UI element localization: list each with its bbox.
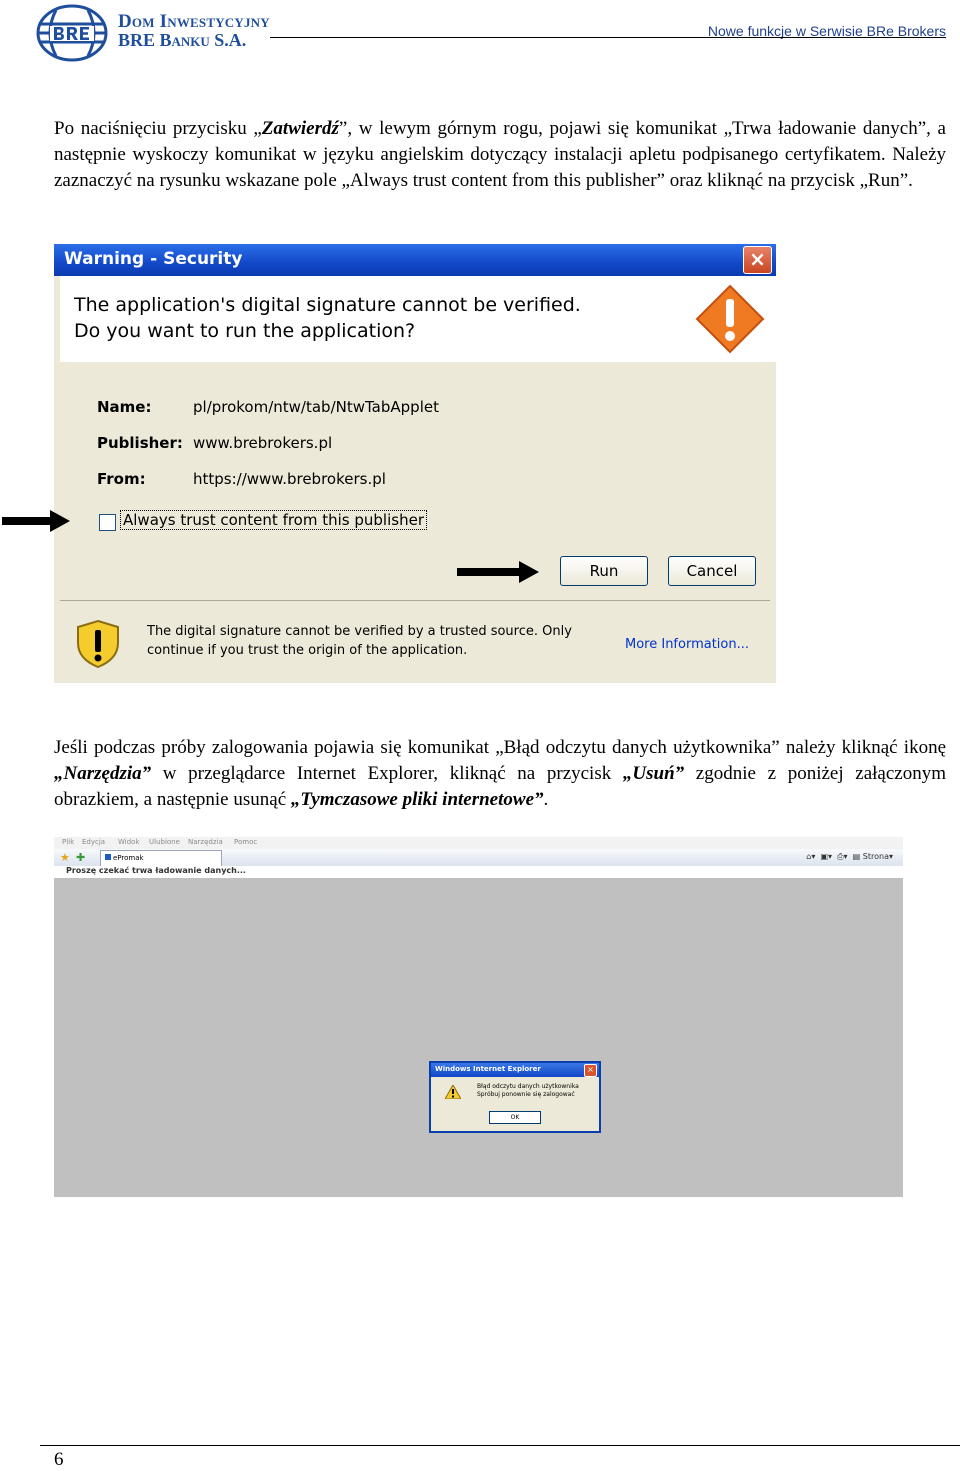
error-message-line1: Błąd odczytu danych użytkownika — [477, 1083, 579, 1090]
page-menu-label[interactable]: Strona — [862, 852, 889, 861]
dialog-title: Warning - Security — [64, 249, 243, 269]
dialog-question-line1: The application's digital signature cannot be verified. — [74, 294, 581, 316]
dialog-question-panel — [60, 276, 776, 362]
error-dialog-title: Windows Internet Explorer — [435, 1065, 541, 1073]
doc-title: Nowe funkcje w Serwisie BRe Brokers — [707, 23, 946, 39]
para2-emphasis-pliki: „Tymczasowe pliki internetowe” — [290, 789, 544, 810]
run-button[interactable]: Run — [560, 556, 648, 586]
ie-tab-label: ePromak — [113, 854, 144, 862]
para2-emphasis-usun: „Usuń” — [622, 763, 685, 784]
para2-text-1: Jeśli podczas próby zalogowania pojawia się komunikat „Błąd odczytu danych użytkownika” należy kliknąć ikonę — [54, 737, 946, 758]
dialog-note-line1: The digital signature cannot be verified by a trusted source. Only — [147, 624, 572, 639]
para2-emphasis-narzedzia: „Narzędzia” — [54, 763, 152, 784]
feeds-icon[interactable]: ▣▾ — [820, 852, 833, 861]
ie-command-bar: ⌂▾ ▣▾ ⎙▾ ▤ Strona▾ — [806, 852, 893, 861]
close-icon[interactable]: × — [743, 246, 772, 274]
error-dialog-titlebar — [431, 1063, 599, 1077]
para2-text-3: zgodnie z poniżej załączonym obrazkiem, a następnie usunąć — [54, 763, 946, 810]
favorites-star-icon[interactable]: ★ — [60, 851, 70, 864]
dialog-divider — [60, 600, 770, 601]
paragraph-error-help — [54, 735, 946, 813]
more-information-link[interactable]: More Information... — [625, 637, 750, 652]
field-value-name: pl/prokom/ntw/tab/NtwTabApplet — [193, 398, 439, 416]
brand-line1: Dom Inwestycyjny — [118, 11, 270, 32]
ie-menu-help[interactable]: Pomoc — [234, 838, 258, 846]
error-message-line2: Spróbuj ponownie się zalogować — [477, 1091, 575, 1098]
header-rule — [270, 37, 946, 38]
ie-menu-view[interactable]: Widok — [118, 838, 140, 846]
warning-icon — [695, 284, 765, 354]
ie-error-dialog — [429, 1061, 601, 1133]
arrow-to-run-icon — [457, 568, 521, 576]
paragraph-intro — [54, 116, 946, 194]
page-icon — [105, 854, 111, 860]
field-label-publisher: Publisher: — [97, 434, 183, 452]
arrow-to-checkbox-icon — [2, 517, 52, 525]
ie-menu-favorites[interactable]: Ulubione — [149, 838, 180, 846]
para1-emphasis-zatwierdz: Zatwierdź — [261, 118, 339, 139]
field-label-from: From: — [97, 470, 146, 488]
field-value-publisher: www.brebrokers.pl — [193, 434, 333, 452]
dialog-titlebar — [54, 244, 776, 276]
always-trust-label[interactable]: Always trust content from this publisher — [123, 511, 424, 529]
ie-tab[interactable] — [100, 850, 222, 866]
always-trust-checkbox[interactable] — [99, 514, 116, 531]
cancel-button[interactable]: Cancel — [668, 556, 756, 586]
close-icon[interactable]: × — [584, 1064, 597, 1077]
brand-line2: BRE Banku S.A. — [118, 30, 247, 50]
home-icon[interactable]: ⌂▾ — [806, 852, 816, 861]
para2-text-2: w przeglądarce Internet Explorer, kliknąć na przycisk — [151, 763, 623, 784]
field-label-name: Name: — [97, 398, 152, 416]
print-icon[interactable]: ⎙▾ — [837, 852, 848, 861]
footer-rule — [40, 1445, 960, 1446]
para1-text-1: Po naciśnięciu przycisku „ — [54, 118, 262, 139]
page-menu-icon[interactable]: ▤ — [852, 852, 861, 861]
page-number: 6 — [54, 1449, 64, 1470]
dialog-note-line2: continue if you trust the origin of the application. — [147, 643, 468, 658]
loading-message: Proszę czekać trwa ładowanie danych... — [66, 866, 246, 875]
dialog-question-line2: Do you want to run the application? — [74, 320, 416, 342]
brand-name — [118, 12, 270, 50]
security-warning-dialog — [54, 244, 776, 683]
ie-tabbar — [54, 849, 903, 867]
ie-menu-tools[interactable]: Narzędzia — [188, 838, 223, 846]
para2-text-4: . — [543, 789, 549, 810]
ie-menu-edit[interactable]: Edycja — [82, 838, 106, 846]
warning-triangle-icon — [445, 1085, 461, 1099]
ie-menubar — [54, 837, 903, 849]
ie-menu-file[interactable]: Plik — [62, 838, 75, 846]
ie-browser-screenshot — [54, 837, 903, 1197]
bre-logo — [36, 4, 108, 62]
shield-warning-icon — [74, 619, 122, 669]
field-value-from: https://www.brebrokers.pl — [193, 470, 386, 488]
ok-button[interactable]: OK — [489, 1111, 541, 1124]
add-favorite-icon[interactable]: ✚ — [76, 851, 86, 864]
para1-text-2: ”, w lewym górnym rogu, pojawi się komunikat „Trwa ładowanie danych”, a następnie wyskoczy komunikat w języku angielskim dotyczący instalacji apletu podpisanego certyfikatem. Należy zaznaczyć na rysunku wskazane pole „Always trust content from this publisher” oraz kliknąć na przycisk „Run”. — [54, 118, 946, 191]
